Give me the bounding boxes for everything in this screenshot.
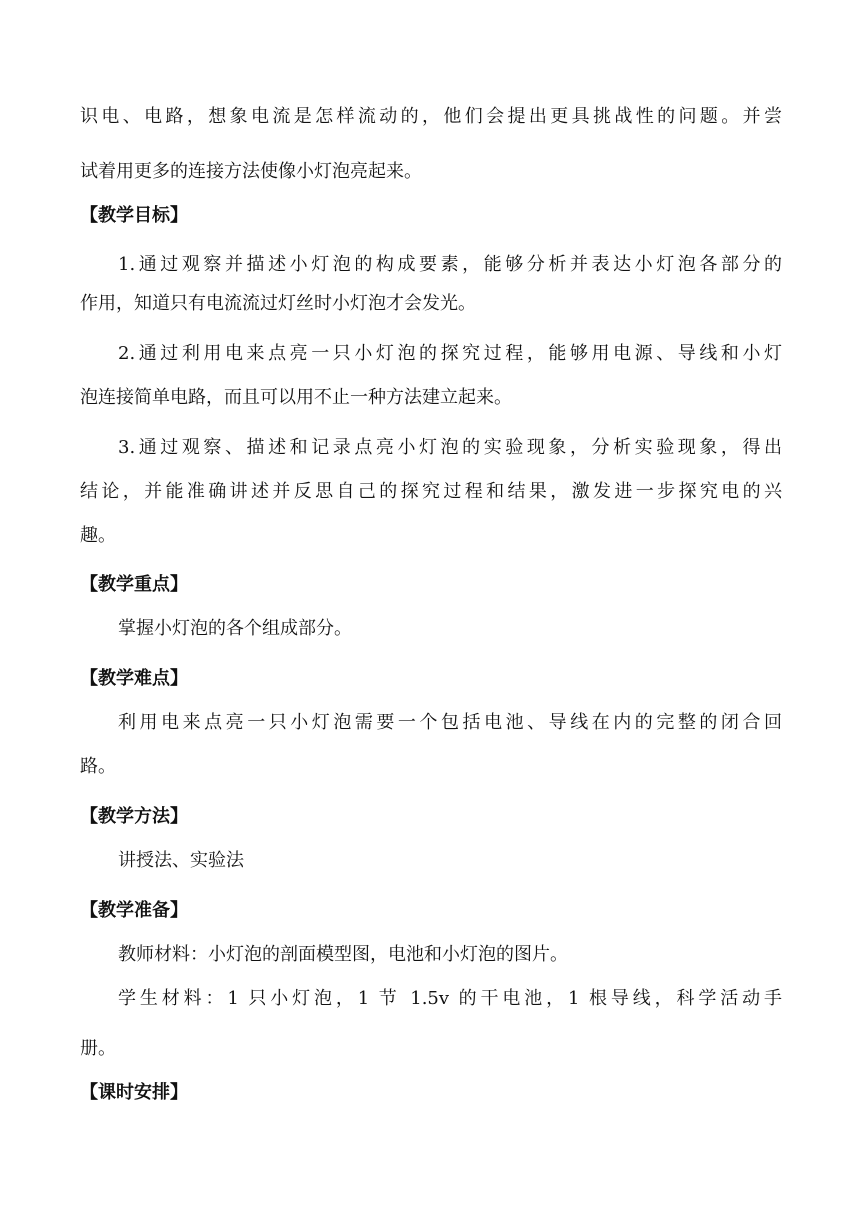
objective-3-line-2: 结论，并能准确讲述并反思自己的探究过程和结果，激发进一步探究电的兴 [80,481,782,502]
objective-3-line-3: 趣。 [80,525,116,546]
key-points-heading: 【教学重点】 [80,574,188,595]
key-points-text: 掌握小灯泡的各个组成部分。 [118,618,352,639]
objective-1-line-1: 1.通过观察并描述小灯泡的构成要素，能够分析并表达小灯泡各部分的 [118,254,782,275]
objective-2-line-1: 2.通过利用电来点亮一只小灯泡的探究过程，能够用电源、导线和小灯 [118,343,782,364]
methods-heading: 【教学方法】 [80,806,188,827]
preparation-student-line-1: 学生材料：1 只小灯泡，1 节 1.5v 的干电池，1 根导线，科学活动手 [118,988,782,1009]
methods-text: 讲授法、实验法 [118,850,244,871]
difficulties-heading: 【教学难点】 [80,668,188,689]
intro-line-1: 识电、电路，想象电流是怎样流动的，他们会提出更具挑战性的问题。并尝 [80,106,782,127]
preparation-teacher: 教师材料：小灯泡的剖面模型图，电池和小灯泡的图片。 [118,944,568,965]
preparation-heading: 【教学准备】 [80,900,188,921]
objective-2-line-2: 泡连接简单电路，而且可以用不止一种方法建立起来。 [80,387,512,408]
objective-1-line-2: 作用，知道只有电流流过灯丝时小灯泡才会发光。 [80,293,476,314]
intro-line-2: 试着用更多的连接方法使像小灯泡亮起来。 [80,161,422,182]
preparation-student-line-2: 册。 [80,1038,116,1059]
objective-3-line-1: 3.通过观察、描述和记录点亮小灯泡的实验现象，分析实验现象，得出 [118,437,782,458]
difficulties-line-1: 利用电来点亮一只小灯泡需要一个包括电池、导线在内的完整的闭合回 [118,712,782,733]
schedule-heading: 【课时安排】 [80,1082,188,1103]
objectives-heading: 【教学目标】 [80,205,188,226]
difficulties-line-2: 路。 [80,756,116,777]
